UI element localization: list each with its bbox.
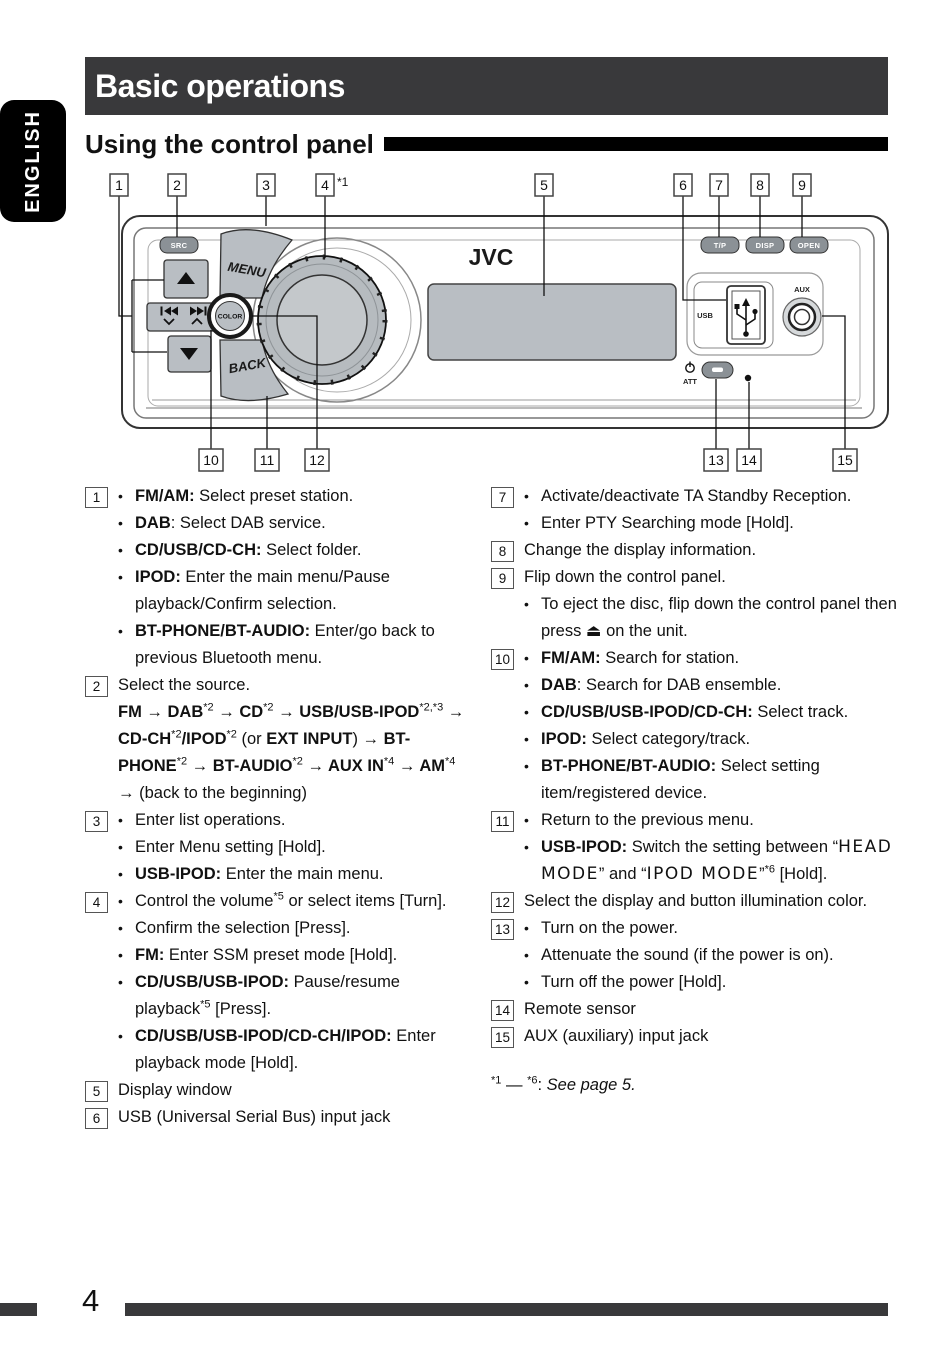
callout-9 — [793, 174, 811, 196]
list-item — [491, 645, 905, 807]
item-number-badge: 6 — [85, 1108, 108, 1129]
item-line — [524, 564, 905, 591]
bullet-icon: • — [118, 542, 123, 558]
text-segment: To eject the disc, flip down the control panel then press ⏏ on the unit. — [541, 595, 897, 640]
line-text — [524, 1000, 636, 1018]
language-tab-label: ENGLISH — [21, 109, 44, 213]
item-body — [524, 1023, 905, 1050]
callout-6 — [674, 174, 692, 196]
line-text — [118, 676, 250, 694]
item-number-badge: 10 — [491, 649, 514, 670]
bullet-icon: • — [524, 974, 529, 990]
line-text — [541, 969, 905, 996]
list-item — [491, 483, 905, 537]
brand-logo: JVC — [468, 244, 514, 270]
item-number-badge: 12 — [491, 892, 514, 913]
list-item — [491, 996, 905, 1023]
line-text — [541, 942, 905, 969]
item-number-badge: 11 — [491, 811, 514, 832]
list-item — [85, 1104, 471, 1131]
item-line — [118, 483, 471, 510]
text-segment: *4 — [445, 755, 456, 768]
text-segment: *2,*3 — [419, 701, 444, 714]
aux-jack — [783, 298, 821, 336]
line-text — [135, 969, 471, 1023]
item-body — [118, 807, 471, 888]
item-line — [524, 888, 905, 915]
att-label: ATT — [682, 377, 698, 386]
text-segment: Select preset station. — [194, 487, 354, 505]
text-segment: Remote sensor — [524, 1000, 636, 1018]
line-text — [541, 510, 905, 537]
item-number-badge: 15 — [491, 1027, 514, 1048]
svg-text:4: 4 — [321, 177, 329, 193]
item-number-badge: 3 — [85, 811, 108, 832]
bullet-icon: • — [524, 947, 529, 963]
text-segment: See page 5. — [546, 1076, 636, 1094]
text-segment: Enter the main menu. — [221, 865, 384, 883]
text-segment: USB-IPOD: — [541, 838, 628, 856]
callout-12 — [305, 449, 329, 471]
text-segment: : Select DAB service. — [170, 514, 326, 532]
item-number-badge: 7 — [491, 487, 514, 508]
preset-up-button — [164, 260, 208, 298]
text-segment: Pause/resume playback — [135, 973, 400, 1018]
line-text — [524, 568, 726, 586]
text-segment: Display window — [118, 1081, 232, 1099]
bullet-icon: • — [118, 866, 123, 882]
text-segment: Enter PTY Searching mode [Hold]. — [541, 514, 794, 532]
bullet-icon: • — [524, 839, 529, 855]
section-heading — [85, 126, 888, 162]
item-line — [524, 807, 905, 834]
list-item — [491, 564, 905, 645]
text-segment: [Hold]. — [775, 865, 828, 883]
item-line — [118, 672, 471, 699]
item-line — [524, 510, 905, 537]
list-item — [491, 807, 905, 888]
svg-text:12: 12 — [309, 452, 325, 468]
item-line — [118, 510, 471, 537]
line-text — [118, 703, 464, 802]
display-window — [428, 284, 676, 360]
text-segment: — — [501, 1076, 528, 1094]
text-segment: *6 — [764, 863, 776, 876]
callout-14 — [737, 449, 761, 471]
item-body — [118, 672, 471, 807]
svg-text:15: 15 — [837, 452, 853, 468]
list-item — [85, 1077, 471, 1104]
bullet-icon: • — [118, 893, 123, 909]
text-segment: Return to the previous menu. — [541, 811, 754, 829]
line-text — [541, 645, 905, 672]
text-segment: Change the display information. — [524, 541, 757, 559]
svg-text:6: 6 — [679, 177, 687, 193]
item-line — [118, 915, 471, 942]
text-segment: Select setting item/registered device. — [541, 757, 820, 802]
page-number: 4 — [82, 1283, 100, 1318]
right-column-items — [491, 483, 905, 1050]
item-body — [524, 645, 905, 807]
svg-text:9: 9 — [798, 177, 806, 193]
text-segment: *1 — [491, 1074, 502, 1087]
text-segment: CD/USB/USB-IPOD/CD-CH/IPOD: — [135, 1027, 392, 1045]
bullet-icon: • — [524, 596, 529, 612]
item-line — [524, 483, 905, 510]
line-text — [541, 483, 905, 510]
text-segment: FM/AM: — [135, 487, 195, 505]
item-line — [118, 942, 471, 969]
svg-text:2: 2 — [173, 177, 181, 193]
page-title: Basic operations — [95, 67, 345, 104]
right-column — [491, 483, 905, 1131]
text-segment: → — [118, 784, 140, 802]
text-segment: Switch the setting between “ — [627, 838, 839, 856]
usb-port — [727, 286, 765, 344]
item-body — [524, 564, 905, 645]
color-button-label: COLOR — [217, 313, 243, 321]
section-rule — [384, 137, 888, 151]
line-text — [541, 726, 905, 753]
item-line — [524, 969, 905, 996]
svg-text:1: 1 — [115, 177, 123, 193]
src-button-label: SRC — [170, 241, 188, 250]
item-number-badge: 13 — [491, 919, 514, 940]
text-segment: [Press]. — [210, 1000, 272, 1018]
color-button — [209, 295, 251, 337]
footnote — [491, 1076, 905, 1095]
item-body — [118, 888, 471, 1077]
callout-13 — [704, 449, 728, 471]
item-body — [524, 807, 905, 888]
line-text — [135, 1023, 471, 1077]
item-number-badge: 4 — [85, 892, 108, 913]
line-text — [135, 564, 471, 618]
svg-text:13: 13 — [708, 452, 724, 468]
text-segment: → AM — [394, 757, 446, 775]
list-item — [491, 888, 905, 915]
item-line — [524, 699, 905, 726]
text-segment: *2 — [263, 701, 274, 714]
footer-bar-left — [0, 1303, 37, 1316]
callout-5 — [535, 174, 553, 196]
bullet-icon: • — [524, 758, 529, 774]
disp-button-label: DISP — [755, 241, 775, 250]
chapter-title-bar — [85, 57, 888, 115]
text-segment: → CD — [213, 703, 264, 721]
text-segment: BT-PHONE/BT-AUDIO: — [135, 622, 311, 640]
item-number-badge: 8 — [491, 541, 514, 562]
item-line — [524, 996, 905, 1023]
remote-sensor-dot — [745, 375, 751, 381]
text-segment: *2 — [226, 728, 237, 741]
text-segment: → BT-PHONE — [118, 730, 411, 775]
text-segment: Enter list operations. — [135, 811, 286, 829]
line-text — [524, 1027, 708, 1045]
text-segment: /IPOD — [181, 730, 227, 748]
text-segment: Search for station. — [600, 649, 740, 667]
left-column — [85, 483, 471, 1131]
item-line — [118, 888, 471, 915]
line-text — [541, 591, 905, 645]
item-line — [118, 969, 471, 1023]
text-segment: *6 — [527, 1074, 538, 1087]
line-text — [135, 483, 471, 510]
item-body — [524, 888, 905, 915]
text-segment: IPOD: — [541, 730, 587, 748]
item-line — [524, 915, 905, 942]
text-segment: Select track. — [752, 703, 849, 721]
bullet-icon: • — [118, 839, 123, 855]
line-text — [135, 834, 471, 861]
svg-text:11: 11 — [259, 452, 275, 468]
text-segment: → AUX IN — [302, 757, 384, 775]
line-text — [541, 699, 905, 726]
bullet-icon: • — [118, 515, 123, 531]
text-segment: EXT INPUT — [266, 730, 353, 748]
bullet-icon: • — [118, 623, 123, 639]
line-text — [541, 834, 905, 888]
item-body — [118, 1104, 471, 1131]
text-segment: IPOD MODE — [646, 864, 760, 884]
callout-4-note: *1 — [337, 175, 349, 189]
line-text — [118, 1081, 232, 1099]
line-text — [541, 807, 905, 834]
item-body — [524, 537, 905, 564]
text-segment: Select category/track. — [586, 730, 751, 748]
line-text — [524, 541, 756, 559]
svg-text:5: 5 — [540, 177, 548, 193]
callout-2 — [168, 174, 186, 196]
text-segment: : Search for DAB ensemble. — [576, 676, 782, 694]
text-segment: IPOD: — [135, 568, 181, 586]
text-segment: *4 — [383, 755, 395, 768]
text-segment: USB-IPOD: — [135, 865, 222, 883]
text-segment: *2 — [292, 755, 303, 768]
svg-text:14: 14 — [741, 452, 757, 468]
item-line — [524, 537, 905, 564]
text-segment: Turn on the power. — [541, 919, 679, 937]
text-segment: *2 — [203, 701, 214, 714]
line-text — [135, 861, 471, 888]
list-item — [85, 483, 471, 672]
control-panel-diagram — [0, 168, 950, 478]
text-segment: DAB — [541, 676, 577, 694]
item-body — [118, 483, 471, 672]
bullet-icon: • — [118, 947, 123, 963]
text-segment: AUX (auxiliary) input jack — [524, 1027, 709, 1045]
text-segment: ” — [759, 865, 765, 883]
text-segment: Select the display and button illumination color. — [524, 892, 868, 910]
bullet-icon: • — [118, 488, 123, 504]
text-segment: FM/AM: — [541, 649, 601, 667]
list-item — [491, 1023, 905, 1050]
text-segment: → BT-AUDIO — [187, 757, 293, 775]
text-segment: Attenuate the sound (if the power is on). — [541, 946, 834, 964]
item-line — [118, 1023, 471, 1077]
text-segment: *5 — [200, 998, 211, 1011]
item-number-badge: 14 — [491, 1000, 514, 1021]
tp-button-label: T/P — [713, 241, 727, 250]
volume-knob — [258, 256, 386, 384]
menu-button-label: MENU — [226, 258, 267, 281]
item-line — [118, 699, 471, 807]
text-segment: HEAD MODE — [541, 837, 893, 884]
text-segment: Select the source. — [118, 676, 251, 694]
text-segment: Control the volume — [135, 892, 274, 910]
svg-text:7: 7 — [715, 177, 723, 193]
item-line — [118, 537, 471, 564]
item-number-badge: 5 — [85, 1081, 108, 1102]
text-segment: Enter the main menu/Pause playback/Confirm selection. — [135, 568, 390, 613]
text-segment: (back to the beginning) — [139, 784, 307, 802]
line-text — [541, 672, 905, 699]
text-segment: → CD-CH — [118, 703, 465, 748]
bullet-icon: • — [524, 920, 529, 936]
line-text — [135, 807, 471, 834]
section-title: Using the control panel — [85, 128, 374, 159]
text-segment: *2 — [171, 728, 182, 741]
bullet-icon: • — [524, 488, 529, 504]
text-segment: USB (Universal Serial Bus) input jack — [118, 1108, 391, 1126]
text-segment: CD/USB/USB-IPOD/CD-CH: — [541, 703, 753, 721]
line-text — [135, 942, 471, 969]
text-segment: Enter SSM preset mode [Hold]. — [164, 946, 398, 964]
line-text — [524, 892, 867, 910]
bullet-icon: • — [524, 677, 529, 693]
text-segment: FM → DAB — [118, 703, 204, 721]
line-text — [135, 888, 471, 915]
text-segment: FM: — [135, 946, 165, 964]
text-segment: ) — [352, 730, 363, 748]
callout-4 — [316, 174, 349, 196]
callout-8 — [751, 174, 769, 196]
text-segment: Enter playback mode [Hold]. — [135, 1027, 436, 1072]
list-item — [491, 537, 905, 564]
item-line — [118, 1077, 471, 1104]
footer-bar-right — [125, 1303, 888, 1316]
bullet-icon: • — [118, 1028, 123, 1044]
text-segment: Activate/deactivate TA Standby Reception. — [541, 487, 852, 505]
item-line — [118, 618, 471, 672]
item-line — [118, 564, 471, 618]
line-text — [118, 1108, 390, 1126]
aux-label: AUX — [794, 285, 810, 294]
svg-text:8: 8 — [756, 177, 764, 193]
item-body — [118, 1077, 471, 1104]
text-segment: Flip down the control panel. — [524, 568, 726, 586]
text-segment: CD/USB/CD-CH: — [135, 541, 262, 559]
callout-15 — [833, 449, 857, 471]
text-segment: *5 — [273, 890, 284, 903]
svg-text:10: 10 — [203, 452, 219, 468]
text-segment: (or — [236, 730, 267, 748]
item-number-badge: 1 — [85, 487, 108, 508]
open-button-label: OPEN — [797, 241, 821, 250]
text-segment: *2 — [176, 755, 188, 768]
item-body — [524, 483, 905, 537]
bullet-icon: • — [524, 515, 529, 531]
item-line — [118, 834, 471, 861]
text-segment: CD/USB/USB-IPOD: — [135, 973, 290, 991]
text-segment: Select folder. — [261, 541, 362, 559]
list-item — [491, 915, 905, 996]
back-button-label: BACK — [227, 354, 268, 377]
list-item — [85, 888, 471, 1077]
item-line — [118, 807, 471, 834]
callout-1 — [110, 174, 128, 196]
item-number-badge: 2 — [85, 676, 108, 697]
item-number-badge: 9 — [491, 568, 514, 589]
bullet-icon: • — [524, 650, 529, 666]
item-line — [524, 942, 905, 969]
item-line — [118, 1104, 471, 1131]
bullet-icon: • — [118, 569, 123, 585]
text-segment: Turn off the power [Hold]. — [541, 973, 727, 991]
bullet-icon: • — [118, 974, 123, 990]
text-segment: BT-PHONE/BT-AUDIO: — [541, 757, 717, 775]
usb-label: USB — [697, 311, 713, 320]
item-line — [524, 1023, 905, 1050]
list-item — [85, 807, 471, 888]
line-text — [135, 618, 471, 672]
line-text — [541, 753, 905, 807]
item-line — [524, 753, 905, 807]
item-line — [524, 672, 905, 699]
item-line — [524, 834, 905, 888]
item-line — [524, 645, 905, 672]
bullet-icon: • — [524, 731, 529, 747]
item-body — [524, 915, 905, 996]
list-item — [85, 672, 471, 807]
bullet-icon: • — [118, 812, 123, 828]
text-segment: → USB/USB-IPOD — [273, 703, 420, 721]
text-segment: DAB — [135, 514, 171, 532]
item-line — [118, 861, 471, 888]
text-segment: : — [537, 1076, 547, 1094]
callout-10 — [199, 449, 223, 471]
callout-3 — [257, 174, 275, 196]
line-text — [541, 915, 905, 942]
text-segment: Confirm the selection [Press]. — [135, 919, 351, 937]
description-columns — [85, 483, 905, 1131]
line-text — [135, 510, 471, 537]
item-body — [524, 996, 905, 1023]
preset-down-button — [168, 336, 211, 372]
text-segment: Enter Menu setting [Hold]. — [135, 838, 326, 856]
text-segment: or select items [Turn]. — [283, 892, 447, 910]
line-text — [135, 537, 471, 564]
text-segment: ” and “ — [598, 865, 647, 883]
item-line — [524, 591, 905, 645]
svg-text:3: 3 — [262, 177, 270, 193]
text-segment: Enter/go back to previous Bluetooth menu. — [135, 622, 435, 667]
bullet-icon: • — [524, 704, 529, 720]
bullet-icon: • — [118, 920, 123, 936]
callout-11 — [255, 449, 279, 471]
line-text — [135, 915, 471, 942]
item-line — [524, 726, 905, 753]
bullet-icon: • — [524, 812, 529, 828]
callout-7 — [710, 174, 728, 196]
